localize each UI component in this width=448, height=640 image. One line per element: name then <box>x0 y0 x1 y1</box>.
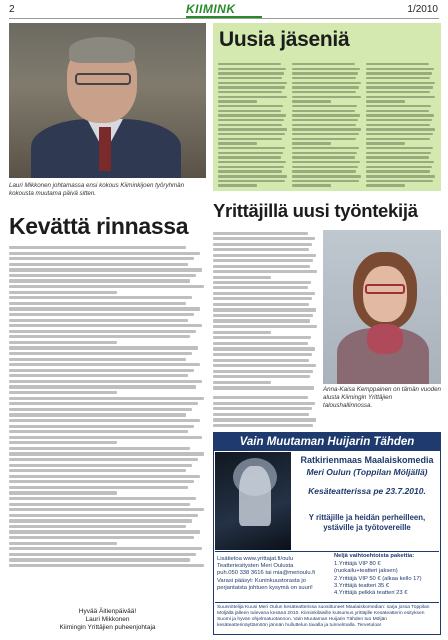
text-line <box>213 308 316 311</box>
text-line <box>9 335 190 338</box>
text-line <box>218 184 257 186</box>
text-line <box>9 547 202 550</box>
text-line <box>218 96 287 98</box>
text-line <box>213 396 308 399</box>
text-line <box>213 413 309 416</box>
signature-title: Kiimingin Yrittäjien puheenjohtaja <box>59 624 156 631</box>
ad-venue: Meri Oulun (Toppilan Möljällä) <box>306 467 428 477</box>
text-line <box>9 452 204 455</box>
text-line <box>9 358 186 361</box>
text-line <box>292 175 361 177</box>
text-line <box>366 142 405 144</box>
text-line <box>9 413 186 416</box>
text-line <box>9 536 194 539</box>
photo-glasses <box>75 73 131 85</box>
members-column <box>366 63 436 187</box>
text-line <box>9 475 200 478</box>
text-line <box>213 331 271 334</box>
text-line <box>218 133 285 135</box>
text-line <box>218 161 286 163</box>
ad-invitation: Y rittäjille ja heidän perheilleen, ystäville ja työtovereille <box>308 513 426 532</box>
ad-packages <box>334 553 438 597</box>
photo-scarf <box>367 324 403 354</box>
text-line <box>9 419 200 422</box>
text-line <box>9 307 200 310</box>
text-line <box>9 285 204 288</box>
text-line <box>292 105 357 107</box>
photo-caption-right: Anna-Kaisa Kemppainen on tämän vuoden alusta Kiimingin Yrittäjien taloushallinnossa. <box>323 386 441 409</box>
ad-divider <box>215 602 439 603</box>
text-line <box>213 407 312 410</box>
text-line <box>366 170 430 172</box>
text-line <box>9 330 196 333</box>
text-line <box>213 243 312 246</box>
text-line <box>9 380 202 383</box>
text-line <box>292 170 356 172</box>
text-line <box>9 391 117 394</box>
text-line <box>213 418 316 421</box>
signature-name: Lauri Mikkonen <box>85 616 130 623</box>
text-line <box>218 124 282 126</box>
article-body-right <box>213 286 318 394</box>
text-line <box>213 254 316 257</box>
ad-banner: Vain Muutaman Huijarin Tähden <box>214 433 440 451</box>
text-line <box>366 82 435 84</box>
text-line <box>9 268 202 271</box>
text-line <box>213 336 311 339</box>
text-line <box>9 279 190 282</box>
text-line <box>292 184 331 186</box>
text-line <box>366 86 433 88</box>
article-signature <box>9 608 206 632</box>
text-line <box>292 156 355 158</box>
text-line <box>213 375 310 378</box>
article-body-right <box>213 396 318 430</box>
text-line <box>9 542 117 545</box>
text-line <box>218 152 283 154</box>
text-line <box>213 347 315 350</box>
page-number: 2 <box>9 4 15 15</box>
text-line <box>218 119 284 121</box>
text-line <box>366 91 430 93</box>
text-line <box>366 138 430 140</box>
text-line <box>218 110 281 112</box>
text-line <box>9 352 192 355</box>
text-line <box>292 110 355 112</box>
photo-glasses <box>365 284 405 294</box>
portrait-woman-photo <box>323 230 441 384</box>
text-line <box>366 180 433 182</box>
text-line <box>9 514 198 517</box>
text-line <box>213 386 314 389</box>
text-line <box>366 77 430 79</box>
photo-hair <box>69 37 135 63</box>
text-line <box>292 114 360 116</box>
text-line <box>213 342 308 345</box>
ad-contact-info: Lisätietoa www.yrittajat.fi/oulu Teatteriesitysten Meri Oulusta puh.050 338 3616 tai mia@merioulu.fi Varasi pääsyt: Kuninkuustorasta jo perjantaista johtuen kysymä on suuri! <box>217 556 316 591</box>
text-line <box>366 100 405 102</box>
text-line <box>218 68 286 70</box>
text-line <box>213 237 315 240</box>
text-line <box>218 175 287 177</box>
text-line <box>292 77 356 79</box>
text-line <box>9 430 188 433</box>
text-line <box>9 553 196 556</box>
signature-greeting: Hyvää Äitienpäivää! <box>78 608 137 615</box>
text-line <box>218 170 282 172</box>
text-line <box>9 319 188 322</box>
ad-date: Kesäteatterissa pe 23.7.2010. <box>308 486 426 496</box>
text-line <box>213 319 310 322</box>
text-line <box>218 138 282 140</box>
text-line <box>9 558 190 561</box>
text-line <box>213 276 271 279</box>
text-line <box>9 324 202 327</box>
text-line <box>292 82 361 84</box>
text-line <box>292 72 358 74</box>
text-line <box>292 68 360 70</box>
text-line <box>9 447 190 450</box>
text-line <box>9 274 196 277</box>
text-line <box>366 96 435 98</box>
photo-tie <box>99 127 111 171</box>
text-line <box>213 424 313 427</box>
text-line <box>213 232 308 235</box>
text-line <box>9 564 204 567</box>
text-line <box>9 530 200 533</box>
new-members-title: Uusia jäseniä <box>219 28 350 51</box>
text-line <box>218 105 283 107</box>
text-line <box>292 180 359 182</box>
text-line <box>218 147 285 149</box>
text-line <box>9 296 192 299</box>
text-line <box>218 142 257 144</box>
text-line <box>213 359 309 362</box>
text-line <box>218 128 287 130</box>
ad-packages-list: 1.Yrittäjä VIP 80 € (ruokailu+teatteri jaksen) 2.Yrittäjä VIP 50 € (alkaa kello 17) 3.Yrittäjä teatteri 35 € 4.Yrittäjä pelkkä teatteri 23 € <box>334 561 422 597</box>
issue-number: 1/2010 <box>407 4 438 15</box>
theatre-advertisement <box>213 432 441 635</box>
new-members-box <box>213 23 441 191</box>
text-line <box>292 142 331 144</box>
text-line <box>292 128 361 130</box>
text-line <box>9 441 117 444</box>
text-line <box>9 491 117 494</box>
text-line <box>9 313 194 316</box>
text-line <box>9 397 204 400</box>
new-members-list <box>218 63 436 187</box>
text-line <box>292 166 358 168</box>
text-line <box>9 425 194 428</box>
text-line <box>213 353 312 356</box>
text-line <box>9 464 192 467</box>
text-line <box>9 525 186 528</box>
members-column <box>218 63 288 187</box>
kiiminki-logo <box>186 2 262 16</box>
text-line <box>213 286 308 289</box>
text-line <box>218 91 282 93</box>
ad-divider <box>215 551 439 552</box>
text-line <box>292 63 355 65</box>
text-line <box>9 486 188 489</box>
photo-caption-left: Lauri Mikkonen johtamassa ensi kokous Kiiminkijoen työryhmän kokousta muutama päivä sitten. <box>9 182 185 197</box>
text-line <box>9 302 186 305</box>
text-line <box>366 68 434 70</box>
text-line <box>9 497 196 500</box>
text-line <box>292 119 358 121</box>
text-line <box>218 77 282 79</box>
text-line <box>218 166 284 168</box>
text-line <box>292 96 361 98</box>
text-line <box>366 105 431 107</box>
text-line <box>213 270 317 273</box>
text-line <box>9 508 204 511</box>
text-line <box>213 370 313 373</box>
text-line <box>213 292 315 295</box>
ad-title: Ratkirienmaas Maalaiskomedia <box>300 455 434 465</box>
text-line <box>218 114 286 116</box>
page-header <box>0 0 448 20</box>
text-line <box>218 82 287 84</box>
text-line <box>213 259 313 262</box>
text-line <box>366 63 429 65</box>
article-headline-left: Kevättä rinnassa <box>9 213 189 239</box>
text-line <box>366 161 434 163</box>
text-line <box>9 369 194 372</box>
text-line <box>292 147 359 149</box>
text-line <box>292 91 356 93</box>
header-divider <box>9 18 439 19</box>
text-line <box>366 156 429 158</box>
text-line <box>9 346 198 349</box>
text-line <box>9 291 117 294</box>
text-line <box>292 152 357 154</box>
text-line <box>292 86 359 88</box>
text-line <box>213 281 311 284</box>
text-line <box>9 436 202 439</box>
text-line <box>9 263 188 266</box>
text-line <box>213 314 313 317</box>
text-line <box>213 248 309 251</box>
text-line <box>218 63 281 65</box>
article-headline-right: Yrittäjillä uusi työntekijä <box>213 200 418 221</box>
logo-text: KIIMINK <box>186 2 236 16</box>
text-line <box>218 156 281 158</box>
text-line <box>9 374 188 377</box>
text-line <box>9 503 190 506</box>
text-line <box>366 184 405 186</box>
text-line <box>213 364 316 367</box>
ad-packages-title: Neljä vaihtoehtoista pakettia: <box>334 553 415 559</box>
article-body-right <box>213 232 318 284</box>
text-line <box>9 519 192 522</box>
text-line <box>218 180 285 182</box>
text-line <box>292 100 331 102</box>
text-line <box>366 128 435 130</box>
ad-footer-text: Suunnittelija Kuusi Meri Oulun kesäteatterissa suosittuneet Maalaiskomedian: sarja jossa Toppilan Möljällä jälleen tulevana kesänä 2010. Kiiminkiläisille kutsumus yrittäjille Kesäteatterin esityksen Suomi ja hyvän ohjelmatuotannon. Vain Muutaman Huijarin Tähden tuo Möljän kesäteatterinäyttämöön jännän hulluttelun tavalla ja tunnelmalla. Tervetuloa! <box>217 605 430 628</box>
text-line <box>9 252 200 255</box>
text-line <box>9 385 196 388</box>
photo-face <box>363 266 407 322</box>
text-line <box>9 341 117 344</box>
text-line <box>366 152 431 154</box>
text-line <box>366 133 433 135</box>
text-line <box>213 303 309 306</box>
text-line <box>9 480 194 483</box>
article-body-left <box>9 246 206 574</box>
text-line <box>292 124 356 126</box>
text-line <box>292 161 360 163</box>
text-line <box>213 297 312 300</box>
text-line <box>218 72 284 74</box>
text-line <box>213 402 315 405</box>
text-line <box>366 114 434 116</box>
text-line <box>9 408 192 411</box>
photo-figure <box>239 466 271 526</box>
members-column <box>292 63 362 187</box>
text-line <box>213 265 310 268</box>
portrait-man-photo <box>9 23 206 178</box>
text-line <box>9 246 186 249</box>
text-line <box>366 119 432 121</box>
text-line <box>366 147 433 149</box>
text-line <box>292 138 356 140</box>
text-line <box>213 325 317 328</box>
text-line <box>292 133 359 135</box>
text-line <box>218 86 285 88</box>
text-line <box>366 175 435 177</box>
text-line <box>366 124 430 126</box>
text-line <box>9 257 194 260</box>
text-line <box>213 381 271 384</box>
text-line <box>366 72 432 74</box>
ad-performer-photo <box>215 452 291 550</box>
text-line <box>9 402 198 405</box>
text-line <box>9 363 200 366</box>
text-line <box>218 100 257 102</box>
text-line <box>9 458 198 461</box>
text-line <box>9 469 186 472</box>
text-line <box>366 166 432 168</box>
text-line <box>366 110 429 112</box>
